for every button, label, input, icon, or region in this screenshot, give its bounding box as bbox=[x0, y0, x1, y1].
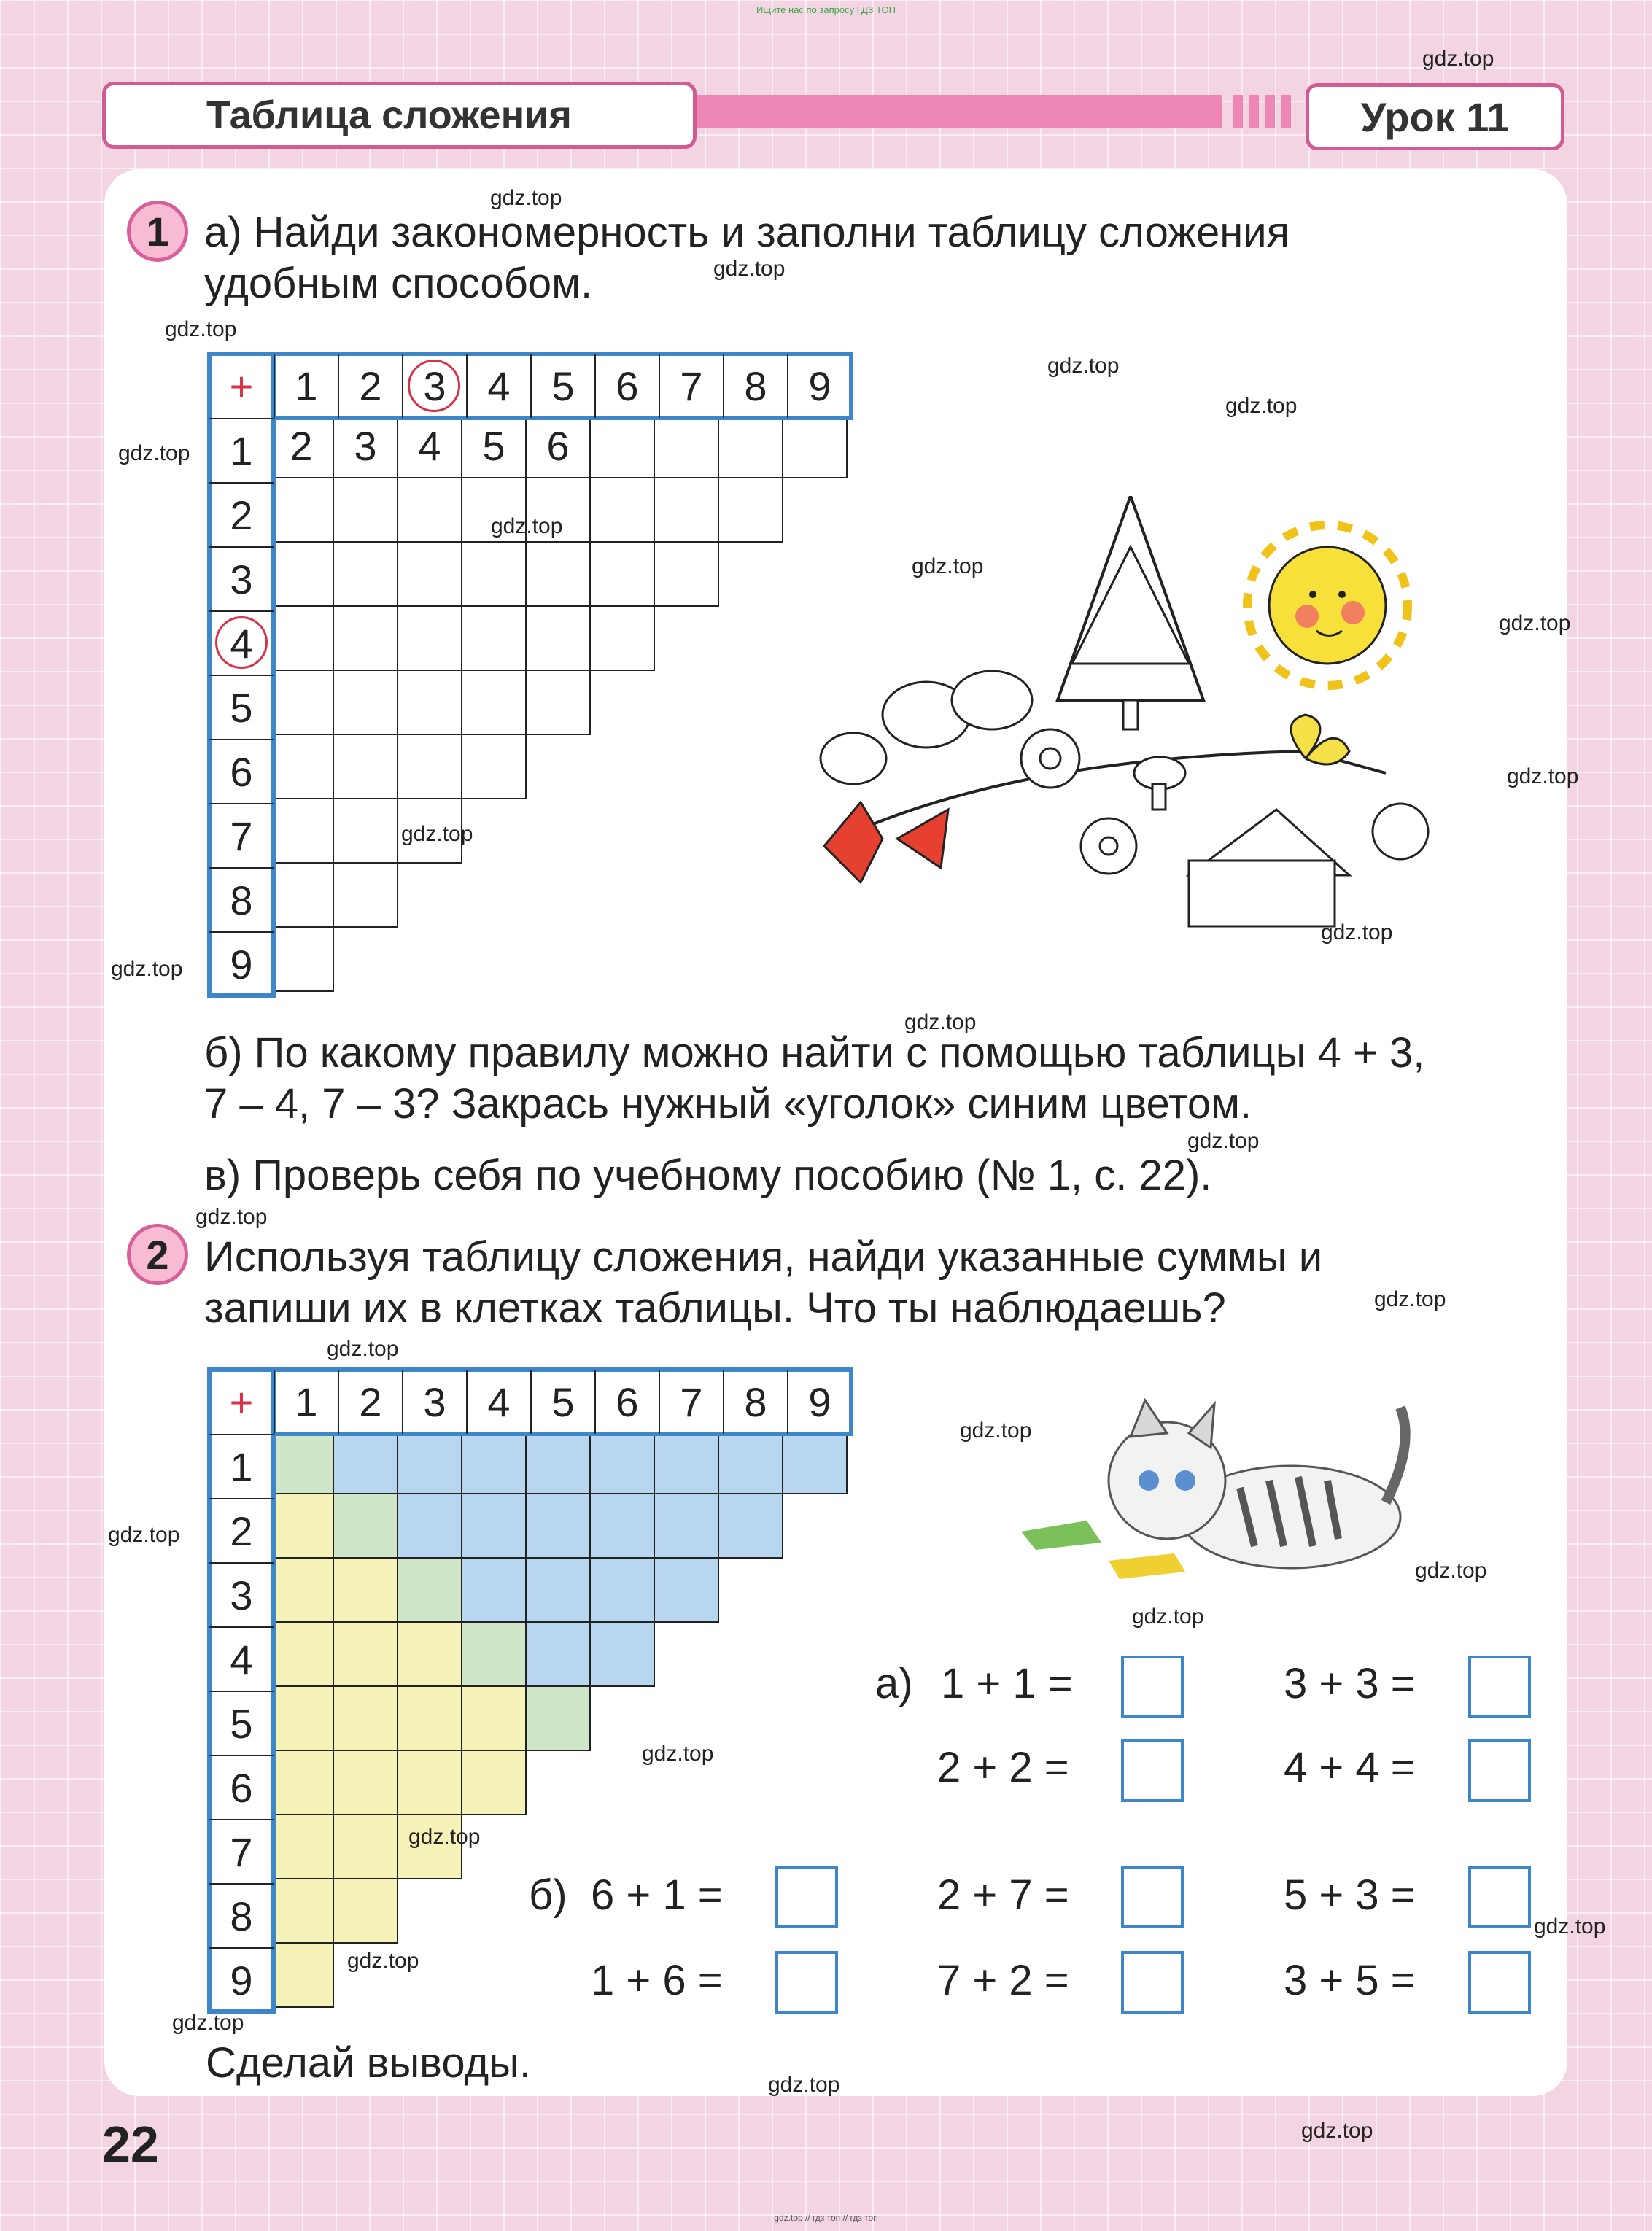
row-header: 4 bbox=[209, 1626, 274, 1691]
table-cell[interactable] bbox=[719, 478, 783, 543]
watermark: gdz.top bbox=[1415, 1559, 1487, 1583]
watermark: gdz.top bbox=[490, 186, 562, 210]
equation: 2 + 7 = bbox=[937, 1871, 1069, 1919]
header-stripe bbox=[697, 95, 1222, 128]
watermark: gdz.top bbox=[172, 2011, 244, 2035]
table-cell[interactable] bbox=[334, 864, 398, 928]
table-cell[interactable] bbox=[398, 607, 462, 671]
equation: 3 + 3 = bbox=[1284, 1660, 1416, 1707]
table-cell bbox=[655, 1559, 719, 1623]
table-cell bbox=[270, 1687, 334, 1751]
answer-box[interactable] bbox=[1468, 1656, 1531, 1718]
table-cell[interactable] bbox=[591, 543, 655, 607]
table-cell bbox=[655, 1430, 719, 1494]
watermark: gdz.top bbox=[642, 1742, 714, 1766]
table-cell bbox=[270, 1494, 334, 1559]
task-number: 2 bbox=[127, 1224, 188, 1285]
table-cell bbox=[527, 1430, 591, 1494]
table-cell bbox=[270, 1430, 334, 1494]
equation: 3 + 5 = bbox=[1284, 1957, 1416, 2004]
watermark: gdz.top bbox=[491, 514, 563, 538]
table-cell[interactable] bbox=[270, 864, 334, 928]
table-cell[interactable] bbox=[334, 478, 398, 543]
answer-box[interactable] bbox=[1468, 1739, 1531, 1802]
row-header: 5 bbox=[209, 1691, 274, 1755]
watermark: gdz.top bbox=[1225, 394, 1298, 418]
watermark: gdz.top bbox=[768, 2073, 840, 2097]
equation: 1 + 1 = bbox=[941, 1660, 1073, 1707]
answer-box[interactable] bbox=[775, 1866, 838, 1928]
table-cell bbox=[591, 1623, 655, 1687]
row-header: 2 bbox=[209, 482, 274, 546]
table-cell bbox=[462, 1494, 527, 1559]
table-cell[interactable] bbox=[334, 671, 398, 735]
column-header: 9 bbox=[787, 1370, 851, 1434]
table-cell bbox=[783, 1430, 848, 1494]
watermark: gdz.top bbox=[1374, 1287, 1446, 1311]
table-value[interactable]: 6 bbox=[527, 414, 591, 478]
table-cell bbox=[719, 1430, 783, 1494]
table-cell[interactable] bbox=[270, 478, 334, 543]
table-cell bbox=[334, 1430, 398, 1494]
table-cell bbox=[655, 1494, 719, 1559]
table-cell bbox=[334, 1815, 398, 1879]
watermark: gdz.top bbox=[165, 317, 237, 341]
answer-box[interactable] bbox=[1121, 1951, 1184, 2014]
table-cell[interactable] bbox=[591, 478, 655, 543]
table-cell[interactable] bbox=[270, 799, 334, 864]
butterfly-yellow bbox=[1291, 715, 1349, 764]
table-value[interactable]: 4 bbox=[398, 414, 462, 478]
table-cell[interactable] bbox=[334, 607, 398, 671]
watermark: gdz.top bbox=[195, 1205, 268, 1229]
watermark: gdz.top bbox=[1422, 47, 1494, 71]
table-cell bbox=[334, 1751, 398, 1815]
table-cell bbox=[270, 1559, 334, 1623]
conclusion-text: Сделай выводы. bbox=[206, 2039, 531, 2087]
watermark: gdz.top bbox=[904, 1010, 977, 1034]
table-cell bbox=[398, 1687, 462, 1751]
column-header: 9 bbox=[787, 354, 851, 418]
sun bbox=[1269, 547, 1386, 664]
eq-label: а) bbox=[875, 1660, 913, 1707]
watermark: gdz.top bbox=[1301, 2119, 1373, 2143]
table-cell[interactable] bbox=[462, 543, 527, 607]
equation: 7 + 2 = bbox=[937, 1957, 1069, 2004]
nature-illustration bbox=[780, 496, 1437, 963]
column-header: 3 bbox=[402, 1370, 466, 1434]
header-title-box bbox=[102, 82, 697, 149]
table-cell bbox=[591, 1430, 655, 1494]
column-header: 1 bbox=[274, 1370, 338, 1434]
table-cell[interactable] bbox=[270, 543, 334, 607]
answer-box[interactable] bbox=[1121, 1656, 1184, 1718]
watermark: gdz.top bbox=[347, 1949, 419, 1973]
table-cell[interactable] bbox=[527, 671, 591, 735]
column-header: 7 bbox=[659, 1370, 723, 1434]
table-cell bbox=[527, 1687, 591, 1751]
task2-line2: запиши их в клетках таблицы. Что ты наблюдаешь? bbox=[204, 1284, 1226, 1332]
table-cell bbox=[462, 1687, 527, 1751]
column-header: 4 bbox=[466, 1370, 530, 1434]
task1-b-line1: б) По какому правилу можно найти с помощью таблицы 4 + 3, bbox=[204, 1029, 1425, 1076]
table-cell[interactable] bbox=[334, 735, 398, 799]
column-header: 4 bbox=[466, 354, 530, 418]
table-cell[interactable] bbox=[270, 735, 334, 799]
equation: 1 + 6 = bbox=[591, 1957, 723, 2004]
watermark: gdz.top bbox=[1507, 764, 1579, 788]
answer-box[interactable] bbox=[1468, 1951, 1531, 2014]
table-cell[interactable] bbox=[655, 543, 719, 607]
table-value[interactable]: 5 bbox=[462, 414, 527, 478]
table-cell[interactable] bbox=[270, 607, 334, 671]
row-header: 9 bbox=[209, 931, 274, 996]
table-cell[interactable] bbox=[270, 928, 334, 992]
row-header: 4 bbox=[209, 610, 274, 675]
table-cell bbox=[334, 1494, 398, 1559]
table-cell bbox=[334, 1687, 398, 1751]
watermark: gdz.top bbox=[960, 1419, 1032, 1443]
table-cell bbox=[398, 1751, 462, 1815]
watermark: gdz.top bbox=[408, 1825, 481, 1849]
column-header: 2 bbox=[338, 1370, 402, 1434]
answer-box[interactable] bbox=[1468, 1866, 1531, 1928]
table-cell[interactable] bbox=[398, 735, 462, 799]
watermark: gdz.top bbox=[1047, 354, 1120, 378]
table-cell bbox=[270, 1815, 334, 1879]
table-cell bbox=[270, 1879, 334, 1944]
table-cell[interactable] bbox=[334, 543, 398, 607]
answer-box[interactable] bbox=[1121, 1739, 1184, 1802]
task1-c-line: в) Проверь себя по учебному пособию (№ 1, с. 22). bbox=[204, 1152, 1212, 1199]
table-cell bbox=[591, 1494, 655, 1559]
table-cell[interactable] bbox=[655, 478, 719, 543]
row-header: 8 bbox=[209, 1883, 274, 1947]
table-cell[interactable] bbox=[334, 799, 398, 864]
page-title: Таблица сложения bbox=[206, 93, 572, 137]
table-cell[interactable] bbox=[462, 671, 527, 735]
column-header: 7 bbox=[659, 354, 723, 418]
butterfly-red bbox=[824, 802, 948, 882]
equation: 4 + 4 = bbox=[1284, 1744, 1416, 1791]
watermark: gdz.top bbox=[327, 1337, 399, 1361]
plus-sign: + bbox=[229, 362, 254, 409]
table-cell[interactable] bbox=[783, 414, 848, 478]
table-cell[interactable] bbox=[527, 607, 591, 671]
table-cell[interactable] bbox=[270, 671, 334, 735]
table-cell bbox=[527, 1623, 591, 1687]
watermark: gdz.top bbox=[1499, 611, 1571, 635]
lesson-box bbox=[1306, 83, 1564, 150]
table-cell[interactable] bbox=[462, 607, 527, 671]
row-header: 9 bbox=[209, 1947, 274, 2011]
row-header: 8 bbox=[209, 867, 274, 931]
table-cell bbox=[462, 1751, 527, 1815]
table-cell[interactable] bbox=[462, 735, 527, 799]
column-header: 3 bbox=[402, 354, 466, 418]
table-cell[interactable] bbox=[398, 478, 462, 543]
column-header: 5 bbox=[530, 354, 594, 418]
watermark: gdz.top bbox=[1321, 920, 1393, 944]
table-cell bbox=[398, 1623, 462, 1687]
table-cell bbox=[462, 1623, 527, 1687]
watermark: gdz.top bbox=[1534, 1914, 1606, 1939]
column-header: 2 bbox=[338, 354, 402, 418]
column-header: 6 bbox=[594, 1370, 659, 1434]
task2-line1: Используя таблицу сложения, найди указанные суммы и bbox=[204, 1233, 1323, 1281]
top-note: Ищите нас по запросу ГДЗ ТОП bbox=[756, 4, 896, 15]
row-header: 3 bbox=[209, 546, 274, 610]
header-stripe bbox=[1265, 95, 1275, 128]
column-header: 1 bbox=[274, 354, 338, 418]
table-cell bbox=[334, 1559, 398, 1623]
watermark: gdz.top bbox=[1132, 1605, 1204, 1629]
table-value[interactable]: 2 bbox=[270, 414, 334, 478]
table-cell bbox=[719, 1494, 783, 1559]
kitten-illustration bbox=[1021, 1393, 1430, 1590]
table-cell bbox=[270, 1623, 334, 1687]
header-stripe bbox=[1233, 95, 1243, 128]
table-cell bbox=[462, 1430, 527, 1494]
plus-sign: + bbox=[229, 1378, 254, 1425]
circle-mark bbox=[215, 616, 268, 669]
column-header: 8 bbox=[723, 1370, 787, 1434]
table-cell bbox=[334, 1623, 398, 1687]
table-cell bbox=[398, 1494, 462, 1559]
table-value[interactable]: 3 bbox=[334, 414, 398, 478]
table-cell bbox=[398, 1559, 462, 1623]
watermark: gdz.top bbox=[118, 441, 190, 465]
page-number: 22 bbox=[102, 2116, 159, 2173]
table-cell bbox=[462, 1559, 527, 1623]
equation: 6 + 1 = bbox=[591, 1871, 723, 1919]
row-header: 1 bbox=[209, 418, 274, 482]
watermark: gdz.top bbox=[401, 822, 473, 846]
eq-label: б) bbox=[529, 1871, 567, 1919]
table-cell bbox=[334, 1879, 398, 1944]
task1-a-line2: удобным способом. bbox=[204, 260, 593, 307]
table-cell[interactable] bbox=[591, 414, 655, 478]
table-cell[interactable] bbox=[398, 671, 462, 735]
watermark: gdz.top bbox=[108, 1523, 180, 1547]
table-cell[interactable] bbox=[398, 543, 462, 607]
watermark: gdz.top bbox=[713, 257, 786, 281]
column-header: 6 bbox=[594, 354, 659, 418]
watermark: gdz.top bbox=[111, 957, 183, 981]
row-header: 7 bbox=[209, 803, 274, 867]
column-header: 8 bbox=[723, 354, 787, 418]
row-header: 3 bbox=[209, 1562, 274, 1626]
lesson-label: Урок 11 bbox=[1360, 93, 1510, 140]
task1-b-line2: 7 – 4, 7 – 3? Закрась нужный «уголок» синим цветом. bbox=[204, 1080, 1252, 1128]
task1-a-line1: а) Найди закономерность и заполни таблицу сложения bbox=[204, 209, 1290, 256]
row-header: 5 bbox=[209, 675, 274, 739]
equation: 2 + 2 = bbox=[937, 1744, 1069, 1791]
watermark: gdz.top bbox=[1187, 1129, 1260, 1153]
task-number: 1 bbox=[127, 201, 188, 262]
circle-mark bbox=[408, 360, 460, 412]
equation: 5 + 3 = bbox=[1284, 1871, 1416, 1919]
row-header: 7 bbox=[209, 1819, 274, 1883]
table-cell bbox=[398, 1430, 462, 1494]
table-cell bbox=[270, 1751, 334, 1815]
table-cell[interactable] bbox=[591, 607, 655, 671]
table-cell bbox=[270, 1944, 334, 2008]
column-header: 5 bbox=[530, 1370, 594, 1434]
answer-box[interactable] bbox=[1121, 1866, 1184, 1928]
table-cell bbox=[591, 1559, 655, 1623]
bottom-note: gdz.top // гдз топ // гдз топ bbox=[774, 2213, 878, 2223]
table-cell[interactable] bbox=[655, 414, 719, 478]
row-header: 2 bbox=[209, 1498, 274, 1562]
table-cell[interactable] bbox=[527, 543, 591, 607]
table-cell[interactable] bbox=[719, 414, 783, 478]
table-cell bbox=[527, 1494, 591, 1559]
watermark: gdz.top bbox=[912, 554, 984, 578]
fir-tree bbox=[1058, 496, 1203, 700]
row-header: 6 bbox=[209, 739, 274, 803]
row-header: 6 bbox=[209, 1755, 274, 1819]
answer-box[interactable] bbox=[775, 1951, 838, 2014]
table-cell bbox=[527, 1559, 591, 1623]
header-stripe bbox=[1249, 95, 1259, 128]
row-header: 1 bbox=[209, 1434, 274, 1498]
header-stripe bbox=[1281, 95, 1291, 128]
